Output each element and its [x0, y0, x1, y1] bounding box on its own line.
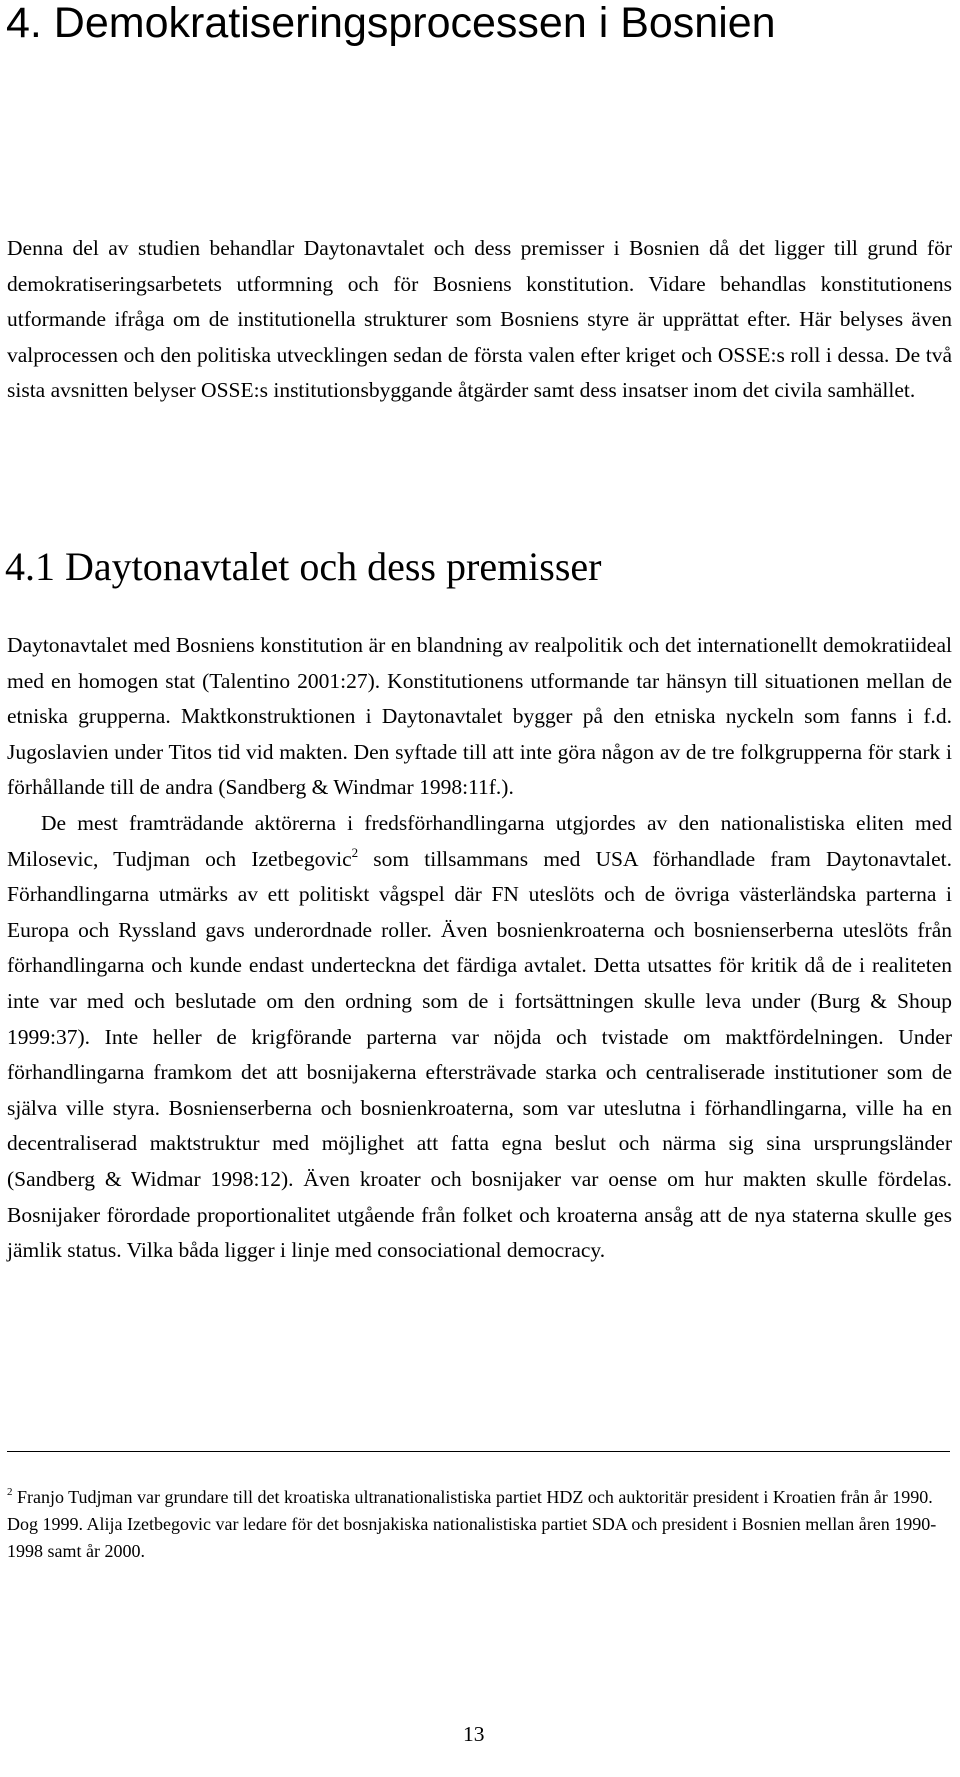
footnote-reference[interactable]: 2 [351, 844, 359, 860]
footnote-marker: 2 [7, 1486, 13, 1498]
section-title: 4.1 Daytonavtalet och dess premisser [5, 544, 602, 589]
section-body [7, 628, 952, 1269]
intro-paragraph: Denna del av studien behandlar Daytonavtalet och dess premisser i Bosnien då det ligger till grund för demokratiseringsarbetets utformning och för Bosniens konstitution. Vidare behandlas konstitutionens utformande ifråga om de institutionella strukturer som Bosniens styre är upprättat efter. Här belyses även valprocessen och den politiska utvecklingen sedan de första valen efter kriget och OSSE:s roll i dessa. De två sista avsnitten belyser OSSE:s institutionsbyggande åtgärder samt dess insatser inom det civila samhället. [7, 236, 952, 402]
page-number: 13 [463, 1722, 485, 1746]
footnote-text: Franjo Tudjman var grundare till det kroatiska ultranationalistiska partiet HDZ och auktoritär president i Kroatien från år 1990. Dog 1999. Alija Izetbegovic var ledare för det bosnjakiska nationalistiska partiet SDA och president i Bosnien mellan åren 1990-1998 samt år 2000. [7, 1487, 937, 1561]
chapter-title: 4. Demokratiseringsprocessen i Bosnien [6, 0, 776, 47]
body-paragraph-2-part-2: som tillsammans med USA förhandlade fram Daytonavtalet. Förhandlingarna utmärks av ett politiskt vågspel där FN uteslöts och de övriga västerländska parterna i Europa och Ryssland gavs underordnade roller. Även bosnienkroaterna och bosnienserberna uteslöts från förhandlingarna och kunde endast underteckna det färdiga avtalet. Detta utsattes för kritik då de i realiteten inte var med och beslutade om den ordning som de i fortsättningen skulle leva under (Burg & Shoup 1999:37). Inte heller de krigförande parterna var nöjda och tvistade om maktfördelningen. Under förhandlingarna framkom det att bosnijakerna eftersträvade starka och centraliserade institutioner som de själva ville styra. Bosnienserberna och bosnienkroaterna, som var uteslutna i förhandlingarna, ville ha en decentraliserad maktstruktur med möjlighet att fatta egna beslut och närma sig sina ursprungsländer (Sandberg & Widmar 1998:12). Även kroater och bosnijaker var oense om hur makten skulle fördelas. Bosnijaker förordade proportionalitet utgående från folket och kroaterna ansåg att de nya staterna skulle ges jämlik status. Vilka båda ligger i linje med consociational democracy. [7, 846, 952, 1263]
body-paragraph-2-part-1: De mest framträdande aktörerna i fredsförhandlingarna utgjordes av den nationalistiska eliten med Milosevic, Tudjman och Izetbegovic [7, 810, 952, 871]
footnote-separator [7, 1451, 950, 1452]
body-paragraph-1: Daytonavtalet med Bosniens konstitution är en blandning av realpolitik och det internationellt demokratiideal med en homogen stat (Talentino 2001:27). Konstitutionens utformande tar hänsyn till situationen mellan de etniska grupperna. Maktkonstruktionen i Daytonavtalet bygger på den etniska nyckeln som fanns i f.d. Jugoslavien under Titos tid vid makten. Den syftade till att inte göra någon av de tre folkgrupperna för stark i förhållande till de andra (Sandberg & Windmar 1998:11f.). [7, 633, 952, 800]
footnote [7, 1484, 952, 1565]
body-paragraph-2 [7, 806, 952, 1269]
